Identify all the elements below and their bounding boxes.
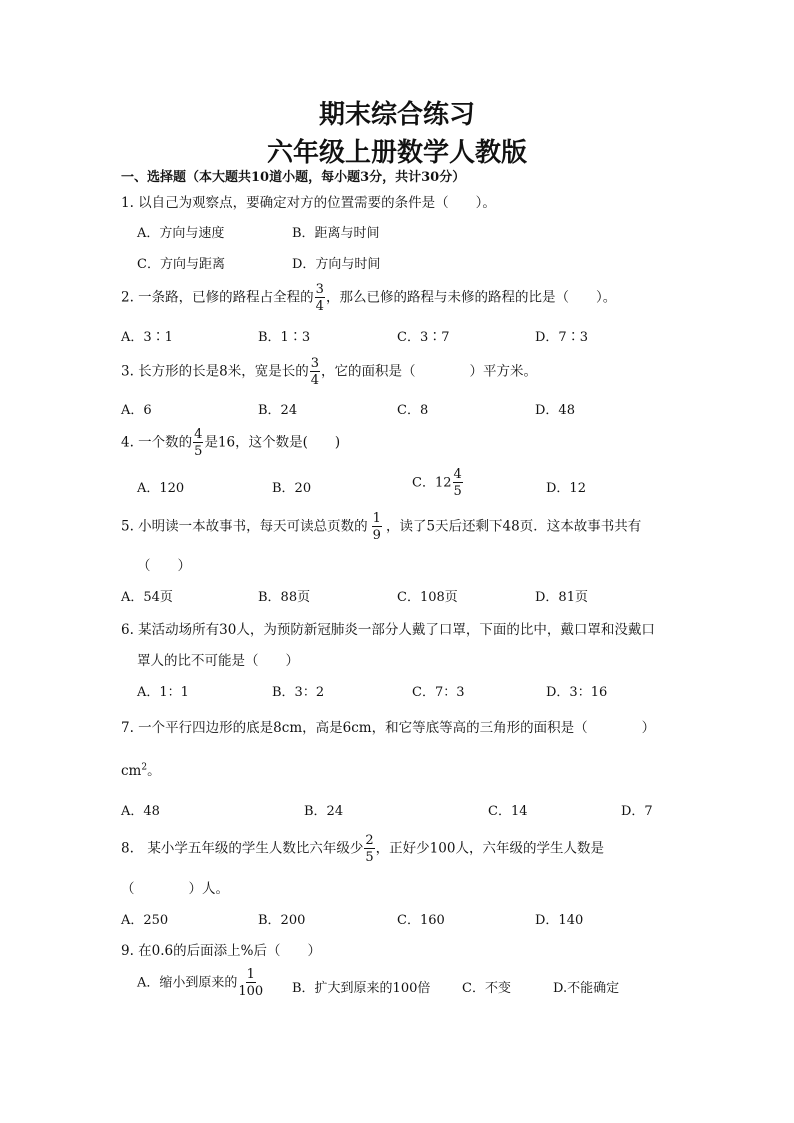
question-1-stem: 1. 以自己为观察点，要确定对方的位置需要的条件是（ ）。 bbox=[121, 195, 496, 211]
fraction-numerator: 1 bbox=[372, 511, 381, 526]
question-7-option-d: D．7 bbox=[621, 804, 653, 819]
question-2-option-a: A．3∶1 bbox=[121, 330, 173, 345]
question-9-option-b: B．扩大到原来的100倍 bbox=[292, 981, 431, 996]
question-8-stem-text-end: ，正好少100人，六年级的学生人数是 bbox=[375, 840, 604, 857]
question-4-option-c bbox=[412, 468, 464, 498]
question-5-stem-text: 5. 小明读一本故事书，每天可读总页数的 bbox=[121, 518, 368, 535]
fraction-numerator: 4 bbox=[453, 467, 462, 482]
question-4-stem-text-end: 是16，这个数是( ) bbox=[204, 434, 341, 451]
question-6-option-c: C．7：3 bbox=[412, 685, 465, 700]
fraction-denominator: 4 bbox=[310, 373, 320, 388]
question-7-option-c: C．14 bbox=[488, 804, 528, 819]
question-2-stem-text-end: ，那么已修的路程与未修的路程的比是（ ）。 bbox=[325, 289, 617, 306]
question-6-option-b: B．3：2 bbox=[272, 685, 325, 700]
question-8-option-d: D．140 bbox=[535, 913, 584, 928]
question-4-stem bbox=[121, 428, 340, 458]
question-9-option-a-fraction bbox=[238, 968, 263, 998]
question-5-fraction bbox=[372, 512, 382, 542]
question-6-option-a: A．1：1 bbox=[137, 685, 189, 700]
section-heading: 一、选择题（本大题共10道小题，每小题3分，共计30分） bbox=[121, 170, 466, 185]
question-4-option-c-fraction bbox=[453, 468, 463, 498]
question-5-option-d: D．81页 bbox=[535, 590, 588, 605]
question-9-option-a-text: A．缩小到原来的 bbox=[137, 975, 238, 991]
question-8-stem bbox=[121, 834, 604, 864]
question-5-option-a: A．54页 bbox=[121, 590, 173, 605]
unit-text: cm bbox=[121, 763, 142, 779]
question-6-stem-line1: 6. 某活动场所有30人，为预防新冠肺炎一部分人戴了口罩，下面的比中，戴口罩和没戴口 bbox=[121, 622, 655, 638]
question-2-stem-text: 2. 一条路，已修的路程占全程的 bbox=[121, 289, 314, 306]
fraction-numerator: 2 bbox=[365, 833, 374, 848]
question-7-option-a: A．48 bbox=[121, 804, 160, 819]
fraction-denominator: 5 bbox=[365, 850, 374, 865]
question-6-stem-line2: 罩人的比不可能是（ ） bbox=[137, 653, 299, 669]
question-4-option-c-whole: C．12 bbox=[412, 475, 452, 491]
fraction-denominator: 4 bbox=[315, 299, 324, 314]
question-5-answer-blank: （ ） bbox=[137, 558, 191, 574]
question-2-stem bbox=[121, 283, 616, 313]
question-8-stem-text: 8. 某小学五年级的学生人数比六年级少 bbox=[121, 840, 364, 857]
question-3-stem bbox=[121, 357, 537, 387]
question-8-option-b: B．200 bbox=[258, 913, 306, 928]
question-8-option-a: A．250 bbox=[121, 913, 169, 928]
question-1-option-a: A．方向与速度 bbox=[137, 226, 225, 241]
fraction-denominator: 100 bbox=[238, 984, 264, 999]
question-4-option-d: D．12 bbox=[546, 481, 586, 496]
question-4-fraction bbox=[193, 428, 203, 458]
question-4-option-b: B．20 bbox=[272, 481, 312, 496]
fraction-numerator: 3 bbox=[310, 356, 320, 371]
question-3-option-b: B．24 bbox=[258, 403, 298, 418]
question-3-option-c: C．8 bbox=[397, 403, 429, 418]
question-3-stem-text-end: ，它的面积是（ ）平方米。 bbox=[321, 363, 538, 380]
unit-superscript: 2 bbox=[141, 762, 148, 773]
fraction-denominator: 9 bbox=[372, 528, 381, 543]
question-7-option-b: B．24 bbox=[304, 804, 344, 819]
question-3-option-a: A．6 bbox=[121, 403, 152, 418]
question-8-option-c: C．160 bbox=[397, 913, 445, 928]
question-1-option-d: D．方向与时间 bbox=[292, 257, 381, 272]
question-1-option-b: B．距离与时间 bbox=[292, 226, 380, 241]
question-9-stem: 9. 在0.6的后面添上%后（ ） bbox=[121, 943, 321, 959]
question-9-option-d: D.不能确定 bbox=[553, 981, 620, 996]
question-2-option-d: D．7∶3 bbox=[535, 330, 588, 345]
question-8-answer-blank: （ ）人。 bbox=[121, 881, 229, 897]
question-1-option-c: C．方向与距离 bbox=[137, 257, 225, 272]
question-9-option-c: C．不变 bbox=[462, 981, 511, 996]
fraction-denominator: 5 bbox=[194, 444, 203, 459]
question-2-option-b: B．1∶3 bbox=[258, 330, 311, 345]
question-5-stem bbox=[121, 512, 641, 542]
question-3-fraction bbox=[310, 357, 320, 387]
question-5-stem-text-end: ，读了5天后还剩下48页．这本故事书共有 bbox=[385, 518, 642, 535]
page-subtitle: 六年级上册数学人教版 bbox=[266, 138, 527, 168]
fraction-denominator: 5 bbox=[453, 484, 462, 499]
unit-period: 。 bbox=[147, 763, 161, 779]
question-4-option-a: A．120 bbox=[137, 481, 185, 496]
question-8-fraction bbox=[364, 834, 374, 864]
question-5-option-c: C．108页 bbox=[397, 590, 458, 605]
question-3-option-d: D．48 bbox=[535, 403, 575, 418]
fraction-numerator: 4 bbox=[194, 427, 203, 442]
question-3-stem-text: 3. 长方形的长是8米，宽是长的 bbox=[121, 363, 309, 380]
question-7-stem-line2 bbox=[121, 759, 161, 779]
question-5-option-b: B．88页 bbox=[258, 590, 311, 605]
question-2-option-c: C．3∶7 bbox=[397, 330, 450, 345]
question-7-stem-line1: 7. 一个平行四边形的底是8cm，高是6cm，和它等底等高的三角形的面积是（ ） bbox=[121, 720, 656, 736]
question-9-option-a bbox=[137, 968, 264, 998]
question-2-fraction bbox=[315, 283, 325, 313]
page-title: 期末综合练习 bbox=[318, 100, 475, 130]
fraction-numerator: 1 bbox=[246, 967, 255, 982]
fraction-numerator: 3 bbox=[315, 282, 324, 297]
question-4-stem-text: 4. 一个数的 bbox=[121, 434, 193, 451]
question-6-option-d: D．3：16 bbox=[546, 685, 608, 700]
